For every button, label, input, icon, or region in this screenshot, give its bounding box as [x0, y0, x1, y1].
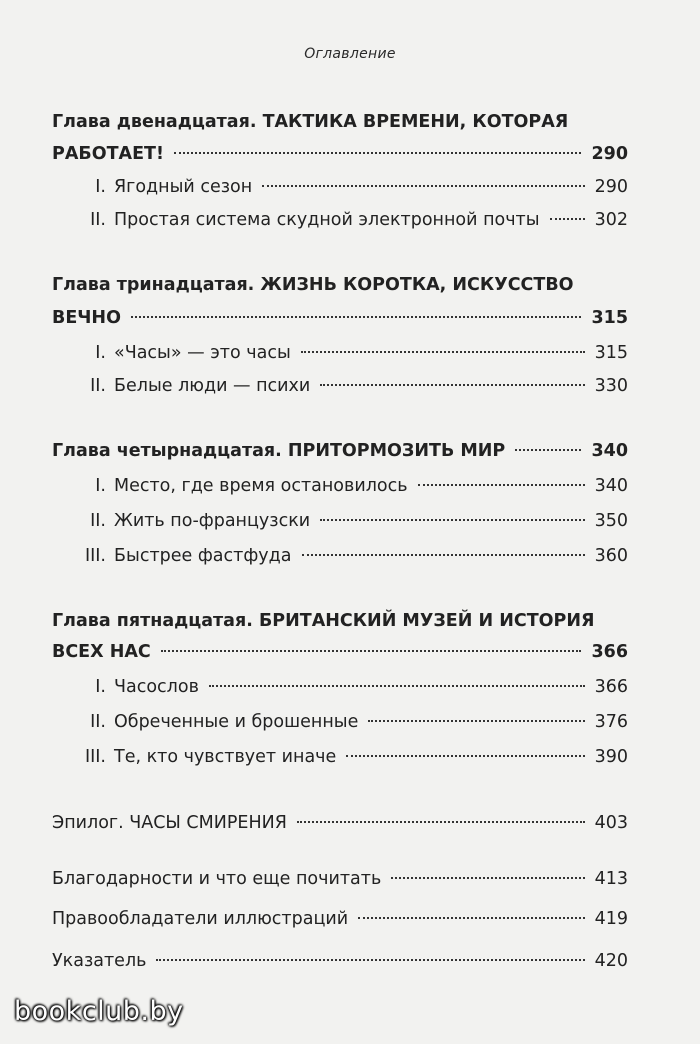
dot-leader [131, 316, 582, 318]
chapter-13-title-line1: Глава тринадцатая. ЖИЗНЬ КОРОТКА, ИСКУССТВО [52, 275, 574, 295]
toc-section-entry[interactable] [76, 507, 628, 535]
chapter-15-title-line1: Глава пятнадцатая. БРИТАНСКИЙ МУЗЕЙ И ИСТОРИЯ [52, 611, 595, 631]
chapter-12-title-line1: Глава двенадцатая. ТАКТИКА ВРЕМЕНИ, КОТОРАЯ [52, 112, 569, 132]
section-number: II. [90, 511, 106, 531]
dot-leader [418, 484, 585, 486]
toc-section-entry[interactable] [76, 743, 628, 771]
chapter-15-page: 366 [591, 642, 628, 662]
chapter-12-entry[interactable] [52, 140, 628, 168]
chapter-14-title: Глава четырнадцатая. ПРИТОРМОЗИТЬ МИР [52, 441, 506, 461]
dot-leader [302, 554, 585, 556]
chapter-12-title-line2: РАБОТАЕТ! [52, 144, 164, 164]
section-page: 330 [594, 376, 628, 396]
section-title: Белые люди — психи [114, 376, 311, 396]
chapter-12-page: 290 [591, 144, 628, 164]
dot-leader [156, 959, 584, 961]
chapter-14-page: 340 [591, 441, 628, 461]
toc-section-entry[interactable] [76, 542, 628, 570]
toc-index-entry[interactable] [52, 947, 628, 975]
dot-leader [161, 650, 582, 652]
toc-section-entry[interactable] [76, 206, 628, 234]
section-number: III. [84, 747, 106, 767]
dot-leader [358, 917, 584, 919]
section-title: Часослов [114, 677, 199, 697]
section-page: 366 [594, 677, 628, 697]
section-number: I. [95, 677, 106, 697]
section-number: III. [84, 546, 106, 566]
index-page: 420 [594, 951, 628, 971]
section-page: 350 [594, 511, 628, 531]
dot-leader [301, 351, 585, 353]
dot-leader [320, 519, 584, 521]
section-title: Ягодный сезон [114, 177, 253, 197]
section-page: 360 [594, 546, 628, 566]
section-title: Те, кто чувствует иначе [114, 747, 337, 767]
section-title: «Часы» — это часы [114, 343, 291, 363]
chapter-15-title-line2: ВСЕХ НАС [52, 642, 151, 662]
section-title: Быстрее фастфуда [114, 546, 292, 566]
section-number: II. [90, 210, 106, 230]
watermark: bookclub.by [14, 996, 184, 1027]
toc-acknowledgements-entry[interactable] [52, 865, 628, 893]
toc-section-entry[interactable] [76, 708, 628, 736]
acknowledgements-title: Благодарности и что еще почитать [52, 869, 382, 889]
toc-section-entry[interactable] [76, 339, 628, 367]
toc-image-credits-entry[interactable] [52, 905, 628, 933]
section-page: 340 [594, 476, 628, 496]
dot-leader [368, 720, 584, 722]
section-number: I. [95, 343, 106, 363]
epilogue-page: 403 [594, 813, 628, 833]
section-page: 390 [594, 747, 628, 767]
section-page: 302 [594, 210, 628, 230]
section-page: 376 [594, 712, 628, 732]
section-number: I. [95, 177, 106, 197]
dot-leader [297, 821, 585, 823]
chapter-15-entry[interactable] [52, 638, 628, 666]
section-number: I. [95, 476, 106, 496]
image-credits-page: 419 [594, 909, 628, 929]
index-title: Указатель [52, 951, 147, 971]
dot-leader [262, 185, 584, 187]
toc-section-entry[interactable] [76, 173, 628, 201]
dot-leader [346, 755, 584, 757]
toc-section-entry[interactable] [76, 673, 628, 701]
toc-epilogue-entry[interactable] [52, 809, 628, 837]
chapter-13-page: 315 [591, 308, 628, 328]
dot-leader [391, 877, 584, 879]
image-credits-title: Правообладатели иллюстраций [52, 909, 349, 929]
chapter-13-entry[interactable] [52, 304, 628, 332]
chapter-14-entry[interactable] [52, 437, 628, 465]
section-title: Простая система скудной электронной почты [114, 210, 540, 230]
section-title: Место, где время остановилось [114, 476, 408, 496]
section-title: Обреченные и брошенные [114, 712, 359, 732]
toc-section-entry[interactable] [76, 472, 628, 500]
acknowledgements-page: 413 [594, 869, 628, 889]
chapter-13-title-line2: ВЕЧНО [52, 308, 121, 328]
section-number: II. [90, 376, 106, 396]
page-title: Оглавление [304, 46, 396, 62]
section-number: II. [90, 712, 106, 732]
dot-leader [515, 449, 581, 451]
dot-leader [174, 152, 582, 154]
section-page: 290 [594, 177, 628, 197]
toc-section-entry[interactable] [76, 372, 628, 400]
section-title: Жить по-французски [114, 511, 311, 531]
dot-leader [320, 384, 584, 386]
epilogue-title: Эпилог. ЧАСЫ СМИРЕНИЯ [52, 813, 287, 833]
dot-leader [209, 685, 585, 687]
dot-leader [550, 218, 585, 220]
section-page: 315 [594, 343, 628, 363]
